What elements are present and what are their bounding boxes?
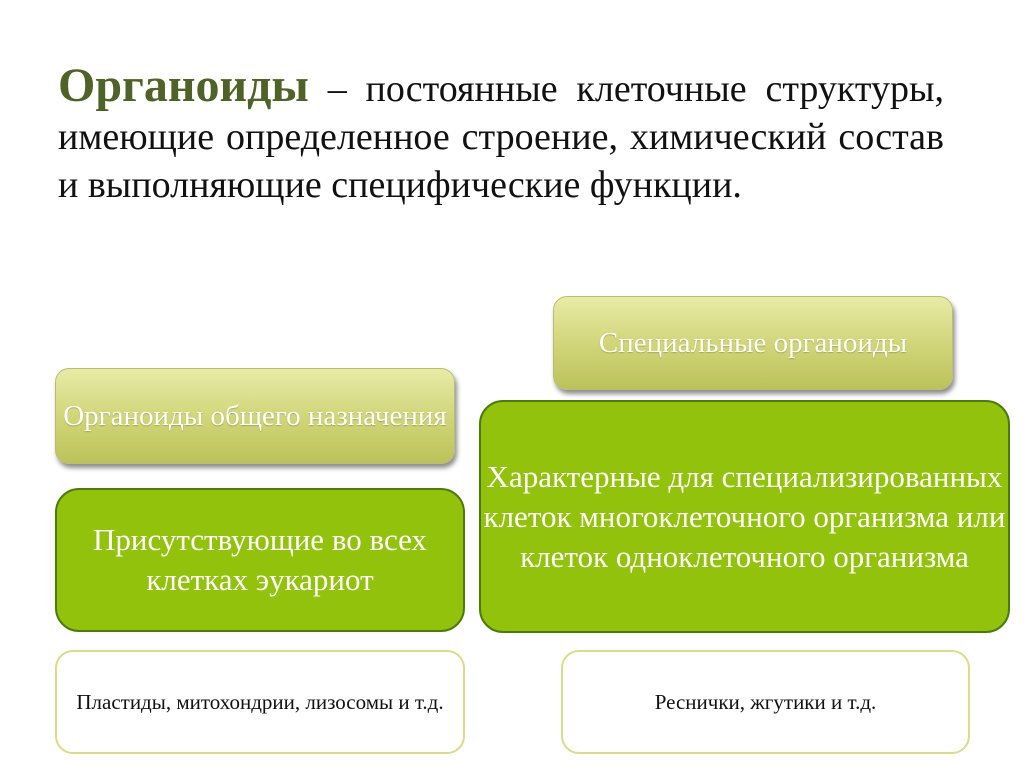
special-organoids-examples [561,650,970,754]
definition-paragraph [58,59,944,209]
definition-text: – постоянные клеточные структуры, имеющие определенное строение, химический состав и выполняющие специфические функции. [58,68,944,206]
general-organoids-header [55,368,455,464]
special-organoids-header-label: Специальные органоиды [598,327,908,359]
special-organoids-description-text: Характерные для специализированных клеток многоклеточного организма или клеток одноклеточного организма [483,458,1006,574]
general-organoids-header-label: Органоиды общего назначения [63,400,447,432]
general-organoids-examples-text: Пластиды, митохондрии, лизосомы и т.д. [76,690,444,714]
special-organoids-header [553,296,953,390]
general-organoids-description [55,488,465,632]
general-organoids-description-text: Присутствующие во всех клетках эукариот [93,522,427,597]
definition-term: Органоиды [58,59,309,112]
special-organoids-examples-text: Реснички, жгутики и т.д. [654,690,877,714]
general-organoids-examples [55,650,465,754]
special-organoids-description [479,400,1010,633]
